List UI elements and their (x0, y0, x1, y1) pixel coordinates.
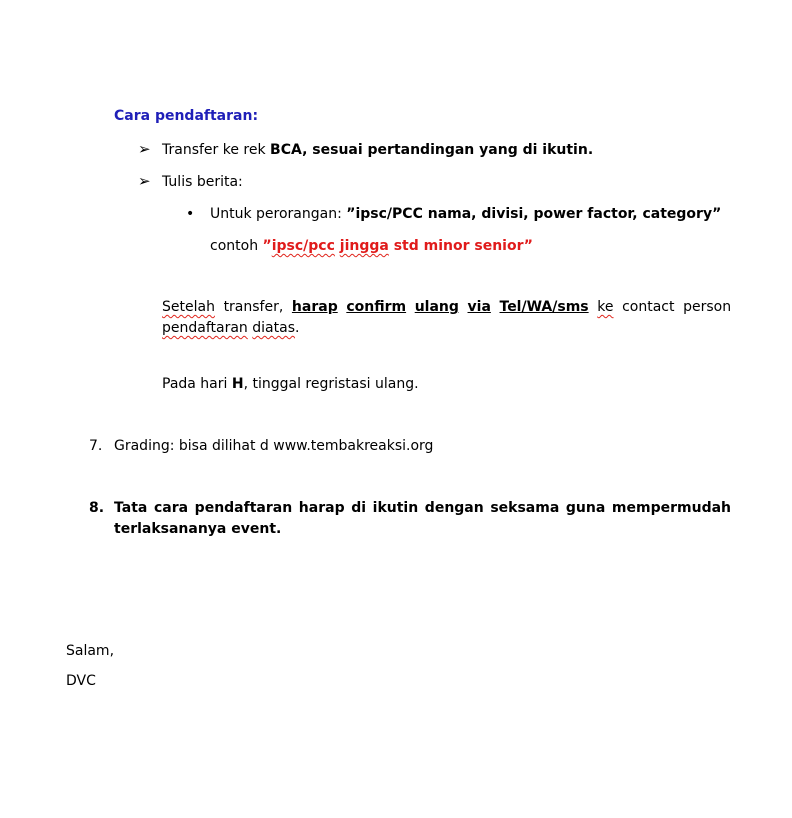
arrow-bullet-icon: ➢ (138, 172, 151, 190)
word-pendaftaran: pendaftaran (162, 320, 248, 336)
h-day-suffix: , tinggal regristasi ulang. (243, 376, 419, 392)
transfer-prefix: Transfer ke rek (162, 142, 271, 158)
confirm-line-2 (162, 318, 731, 339)
individual-format-text: ”ipsc/PCC nama, divisi, power factor, category” (346, 206, 722, 222)
transfer-instruction (162, 140, 593, 160)
example-prefix: contoh (210, 238, 263, 254)
word-harap: harap (291, 299, 338, 315)
word-setelah: Setelah (162, 299, 215, 315)
word-diatas: diatas (252, 320, 295, 336)
word: cara (153, 500, 189, 516)
word: ikutin (372, 500, 419, 516)
word: guna (565, 500, 606, 516)
grading-text: Grading: bisa dilihat d www.tembakreaksi.org (114, 438, 434, 454)
item-8-text (114, 498, 731, 540)
word-contact: contact (622, 299, 675, 315)
example-quote-open: ” (262, 238, 272, 254)
transfer-bold: BCA, sesuai pertandingan yang di ikutin. (270, 142, 594, 158)
word: seksama (490, 500, 560, 516)
word-person: person (683, 299, 732, 315)
item-7-number: 7. (89, 438, 103, 454)
word: di (351, 500, 367, 516)
word-confirm: confirm (346, 299, 407, 315)
word: dengan (424, 500, 484, 516)
word: mempermudah (611, 500, 732, 516)
individual-prefix: Untuk perorangan: (210, 206, 347, 222)
word-transfer: transfer, (223, 299, 284, 315)
write-message-label: Tulis berita: (162, 174, 243, 190)
h-day-note (162, 374, 419, 394)
word-ke: ke (597, 299, 614, 315)
word: harap (298, 500, 345, 516)
item-8-line-2: terlaksananya event. (114, 521, 282, 537)
confirm-paragraph (162, 297, 731, 339)
signature: DVC (66, 673, 96, 689)
closing-salutation: Salam, (66, 643, 115, 659)
h-day-letter: H (231, 376, 244, 392)
word-ulang: ulang (414, 299, 459, 315)
item-8-line-1 (114, 498, 731, 519)
word-contact-methods: Tel/WA/sms (499, 299, 589, 315)
word: pendaftaran (194, 500, 293, 516)
word-via: via (467, 299, 491, 315)
example-word-ipsc: ipsc/pcc (271, 238, 335, 254)
registration-heading: Cara pendaftaran: (114, 108, 259, 124)
example-word-jingga: jingga (339, 238, 389, 254)
h-day-prefix: Pada hari (162, 376, 232, 392)
confirm-line-1 (162, 297, 731, 318)
arrow-bullet-icon: ➢ (138, 140, 151, 158)
example-line (210, 236, 533, 256)
individual-format (210, 204, 721, 224)
bullet-icon: • (186, 206, 195, 222)
item-8-number: 8. (89, 500, 105, 516)
period: . (294, 320, 300, 336)
word: Tata (114, 500, 148, 516)
example-rest: std minor senior” (388, 238, 533, 254)
